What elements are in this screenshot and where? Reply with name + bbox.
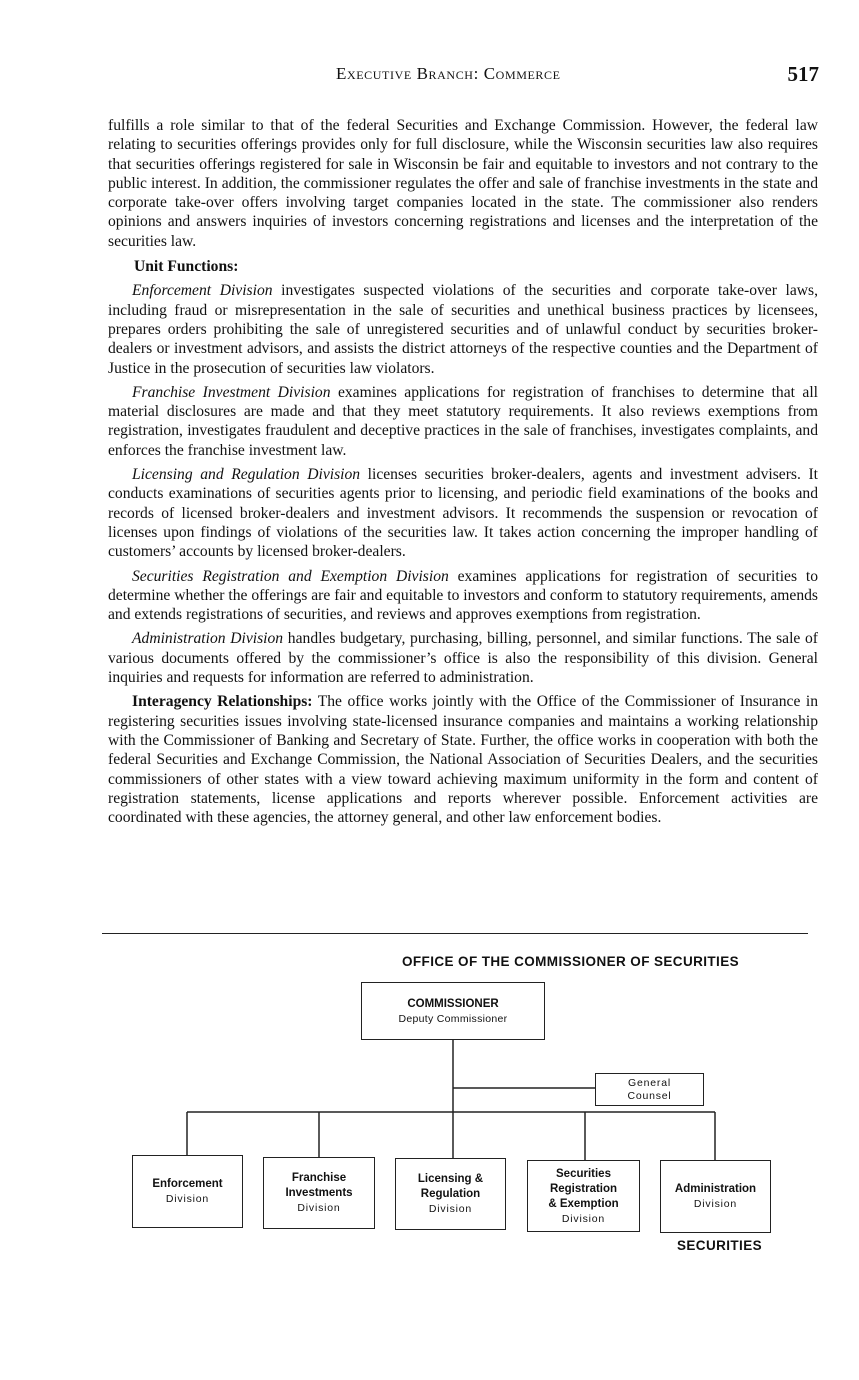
unit-name: Franchise Investment Division	[132, 383, 331, 401]
division-box-franchise	[263, 1157, 375, 1229]
division-name: Licensing &	[417, 1173, 484, 1185]
division-name: Enforcement	[152, 1178, 223, 1190]
division-suffix: Division	[561, 1212, 606, 1225]
running-title: Executive Branch: Commerce	[336, 64, 561, 83]
general-counsel-box	[595, 1073, 704, 1106]
unit-functions-heading: Unit Functions:	[134, 258, 239, 276]
division-name-line2: Regulation	[420, 1188, 481, 1200]
unit-description: examines applications for registration of franchises to determine that all material disclosures are made and that they meet statutory requirements. It also reviews exemptions from registration, investigates fraudulent and deceptive practices in the sale of franchises, investigates complaints, and enforces the franchise investment law.	[108, 383, 818, 459]
division-name: Administration	[674, 1183, 757, 1195]
division-suffix: Division	[693, 1198, 738, 1210]
division-box-licensing	[395, 1158, 506, 1230]
unit-description: licenses securities broker-dealers, agents and investment advisers. It conducts examinations of securities agents prior to licensing, and periodic field examinations of the books and records of licensed broker-dealers and investment advisors. It recommends the suspension or revocation of licenses upon findings of violations of the securities law. It takes action concerning the improper handling of customers’ accounts by licensed broker-dealers.	[108, 466, 818, 561]
page-number: 517	[787, 62, 819, 86]
counsel-line2: Counsel	[627, 1089, 672, 1102]
division-box-administration	[660, 1160, 771, 1233]
division-suffix: Division	[428, 1203, 473, 1215]
interagency-heading: Interagency Relationships:	[132, 693, 313, 711]
commissioner-title: COMMISSIONER	[407, 997, 499, 1010]
unit-name: Administration Division	[132, 630, 284, 648]
unit-description: handles budgetary, purchasing, billing, personnel, and similar functions. The sale of various documents offered by the commissioner’s office is also the responsibility of this division. General inquiries and requests for information are referred to administration.	[108, 630, 818, 687]
org-chart-footer-label: SECURITIES	[677, 1238, 763, 1253]
division-name: Franchise	[291, 1172, 347, 1184]
division-name: Securities	[556, 1167, 611, 1180]
unit-description: examines applications for registration of securities to determine whether the offerings are fair and equitable to investors and conform to statutory requirements, amends and extends registrations of securities, and reviews and approves exemptions from registration.	[108, 567, 818, 624]
intro-paragraph: fulfills a role similar to that of the federal Securities and Exchange Commission. However, the federal law relating to securities offerings provides only for full disclosure, while the Wisconsin securities law also requires that securities offerings registered for sale in Wisconsin be fair and equitable to investors and not contrary to the public interest. In addition, the commissioner regulates the offer and sale of franchise investments in the state and corporate take-over offers involving target companies located in the state. The commissioner also renders opinions and answers inquiries of investors concerning registrations and licenses and the interpretation of the securities law.	[108, 117, 818, 250]
interagency-text: The office works jointly with the Office of the Commissioner of Insurance in registering securities issues involving state-licensed insurance companies and maintains a working relationship with the Commissioner of Banking and Secretary of State. Further, the office works in cooperation with both the federal Securities and Exchange Commission, the National Association of Securities Dealers, and the securities commissioners of other states with a view toward achieving maximum uniformity in the form and content of registration statements, license applications and reports wherever possible. Enforcement activities are coordinated with these agencies, the attorney general, and other law enforcement bodies.	[108, 693, 818, 827]
counsel-line1: General	[628, 1076, 671, 1089]
unit-name: Securities Registration and Exemption Division	[132, 567, 449, 585]
unit-name: Enforcement Division	[132, 282, 273, 300]
commissioner-box	[361, 982, 545, 1040]
division-name-line2: Investments	[285, 1187, 353, 1199]
deputy-commissioner-label: Deputy Commissioner	[398, 1012, 508, 1025]
division-suffix: Division	[297, 1202, 341, 1214]
division-box-registration	[527, 1160, 640, 1232]
division-name-line3: & Exemption	[548, 1197, 619, 1210]
division-name-line2: Registration	[549, 1182, 618, 1195]
org-chart-title: OFFICE OF THE COMMISSIONER OF SECURITIES	[402, 954, 740, 969]
unit-name: Licensing and Regulation Division	[132, 466, 361, 484]
division-box-enforcement	[132, 1155, 243, 1228]
division-suffix: Division	[165, 1193, 210, 1205]
unit-description: investigates suspected violations of the securities and corporate take-over laws, including fraud or misrepresentation in the sale of securities and unethical business practices by licensees, prepares orders prohibiting the sale of unregistered securities and of unlawful conduct by securities broker-dealers or investment advisors, and assists the district attorneys of the respective counties and the Department of Justice in the prosecution of securities law violators.	[108, 282, 818, 377]
